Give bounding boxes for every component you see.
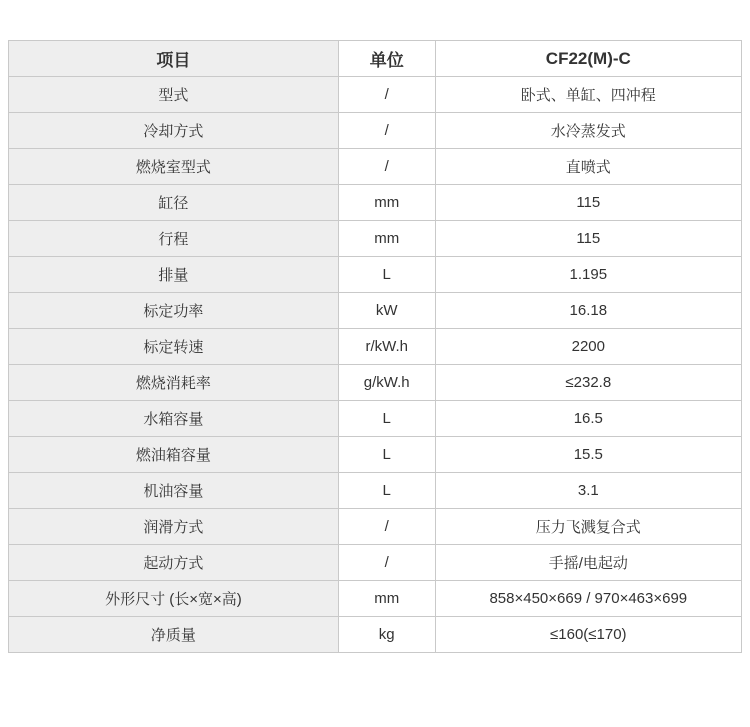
spec-unit-cell: mm: [338, 185, 435, 221]
spec-unit-cell: mm: [338, 221, 435, 257]
table-row: [9, 437, 742, 473]
spec-value-cell: 压力飞溅复合式: [435, 509, 741, 545]
spec-item-cell: 缸径: [9, 185, 339, 221]
column-header-model: CF22(M)-C: [435, 41, 741, 77]
table-row: [9, 581, 742, 617]
table-row: [9, 545, 742, 581]
header-row: [9, 41, 742, 77]
table-row: [9, 77, 742, 113]
spec-item-cell: 净质量: [9, 617, 339, 653]
table-row: [9, 185, 742, 221]
spec-item-cell: 外形尺寸 (长×宽×高): [9, 581, 339, 617]
spec-item-cell: 型式: [9, 77, 339, 113]
table-row: [9, 257, 742, 293]
spec-value-cell: 16.18: [435, 293, 741, 329]
spec-value-cell: 2200: [435, 329, 741, 365]
spec-value-cell: 手摇/电起动: [435, 545, 741, 581]
table-row: [9, 221, 742, 257]
spec-table-header: [9, 41, 742, 77]
column-header-item: 项目: [9, 41, 339, 77]
spec-unit-cell: g/kW.h: [338, 365, 435, 401]
spec-table-body: [9, 77, 742, 653]
spec-item-cell: 机油容量: [9, 473, 339, 509]
spec-unit-cell: /: [338, 77, 435, 113]
spec-value-cell: 15.5: [435, 437, 741, 473]
column-header-unit: 单位: [338, 41, 435, 77]
spec-unit-cell: /: [338, 545, 435, 581]
spec-value-cell: ≤232.8: [435, 365, 741, 401]
table-row: [9, 473, 742, 509]
spec-item-cell: 燃烧室型式: [9, 149, 339, 185]
spec-item-cell: 燃油箱容量: [9, 437, 339, 473]
table-row: [9, 113, 742, 149]
spec-unit-cell: L: [338, 257, 435, 293]
table-row: [9, 509, 742, 545]
spec-value-cell: 16.5: [435, 401, 741, 437]
spec-unit-cell: L: [338, 473, 435, 509]
spec-value-cell: 直喷式: [435, 149, 741, 185]
spec-item-cell: 行程: [9, 221, 339, 257]
spec-value-cell: 3.1: [435, 473, 741, 509]
spec-unit-cell: r/kW.h: [338, 329, 435, 365]
spec-unit-cell: /: [338, 113, 435, 149]
table-row: [9, 329, 742, 365]
spec-value-cell: 115: [435, 185, 741, 221]
table-row: [9, 617, 742, 653]
spec-item-cell: 排量: [9, 257, 339, 293]
spec-item-cell: 燃烧消耗率: [9, 365, 339, 401]
spec-value-cell: ≤160(≤170): [435, 617, 741, 653]
spec-unit-cell: kW: [338, 293, 435, 329]
spec-unit-cell: L: [338, 437, 435, 473]
spec-item-cell: 标定转速: [9, 329, 339, 365]
spec-item-cell: 冷却方式: [9, 113, 339, 149]
spec-unit-cell: kg: [338, 617, 435, 653]
spec-unit-cell: /: [338, 149, 435, 185]
spec-item-cell: 润滑方式: [9, 509, 339, 545]
spec-item-cell: 标定功率: [9, 293, 339, 329]
spec-value-cell: 115: [435, 221, 741, 257]
table-row: [9, 293, 742, 329]
table-row: [9, 365, 742, 401]
spec-unit-cell: mm: [338, 581, 435, 617]
engine-spec-table: [8, 40, 742, 653]
spec-value-cell: 水冷蒸发式: [435, 113, 741, 149]
spec-value-cell: 卧式、单缸、四冲程: [435, 77, 741, 113]
spec-item-cell: 起动方式: [9, 545, 339, 581]
table-row: [9, 149, 742, 185]
spec-unit-cell: /: [338, 509, 435, 545]
table-row: [9, 401, 742, 437]
spec-item-cell: 水箱容量: [9, 401, 339, 437]
spec-unit-cell: L: [338, 401, 435, 437]
spec-value-cell: 1.195: [435, 257, 741, 293]
spec-value-cell: 858×450×669 / 970×463×699: [435, 581, 741, 617]
